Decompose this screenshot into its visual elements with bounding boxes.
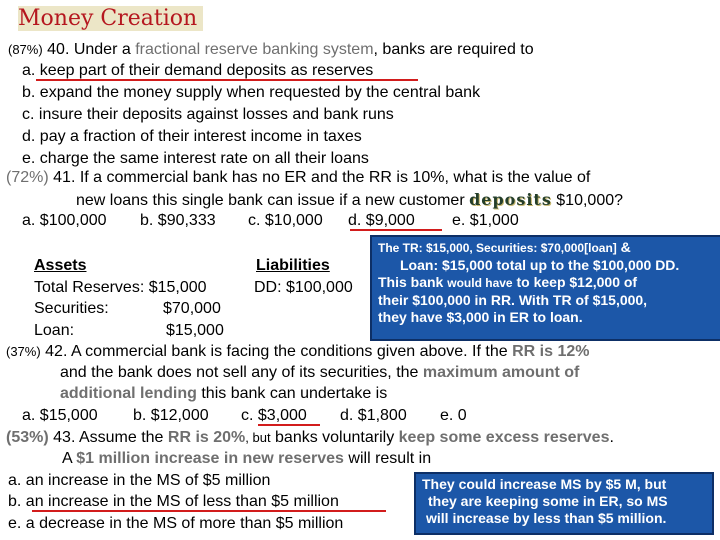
q43-option-b: b. an increase in the MS of less than $5 million	[8, 493, 339, 510]
box1-line1a: The TR: $15,000, Securities: $70,000	[378, 241, 585, 255]
q43-line1c: , but	[245, 430, 271, 445]
q41-deposits-word: deposits	[469, 190, 552, 209]
q42-line2a: and the bank does not sell any of its securities, the	[60, 364, 419, 381]
q43-line1f: .	[609, 429, 614, 446]
q41-option-b: b. $90,333	[140, 212, 216, 229]
q40-stem-b: , banks are required to	[373, 41, 534, 58]
q43-line2b: $1 million increase in new reserves	[76, 450, 344, 467]
assets-header: Assets	[34, 257, 87, 274]
question-40-stem	[8, 40, 534, 60]
q43-line1e: keep some excess reserves	[398, 429, 610, 446]
loan-value: $15,000	[166, 322, 224, 339]
q41-option-d-underline	[350, 229, 442, 231]
q41-option-a: a. $100,000	[22, 212, 107, 229]
explanation-box-q41	[370, 235, 720, 341]
box1-line1b: [loan]	[584, 241, 617, 255]
box2-line1: They could increase MS by $5 M, but	[422, 476, 667, 492]
liabilities-header: Liabilities	[256, 257, 330, 274]
box2-line2: they are keeping some in ER, so MS	[428, 493, 668, 509]
box1-line2: Loan: $15,000 total up to the $100,000 DD.	[400, 257, 680, 273]
box1-line3b: would have	[447, 276, 513, 290]
q40-stem-term: fractional reserve banking system	[135, 41, 374, 58]
box1-line5: they have $3,000 in ER to loan.	[378, 309, 583, 325]
q43-option-a: a. an increase in the MS of $5 million	[8, 472, 271, 489]
q40-option-e: e. charge the same interest rate on all their loans	[22, 150, 369, 167]
box1-line3c: to keep $12,000 of	[516, 274, 638, 290]
q41-option-e: e. $1,000	[452, 212, 519, 229]
q40-option-b: b. expand the money supply when requested by the central bank	[22, 84, 481, 101]
q40-option-a-underline	[36, 79, 418, 81]
demand-deposits: DD: $100,000	[254, 279, 353, 296]
securities-value: $70,000	[163, 300, 221, 317]
question-43-line1	[6, 428, 614, 448]
question-42-line1	[6, 342, 589, 362]
question-42-line2	[60, 363, 579, 383]
q41-line2b: $10,000?	[556, 192, 624, 209]
box1-line3a: This bank	[378, 274, 444, 290]
question-42-line3	[60, 384, 387, 404]
box2-line3: will increase by less than $5 million.	[426, 510, 667, 526]
q42-line3b: this bank can undertake is	[201, 385, 388, 402]
explanation-box-q43	[414, 472, 714, 535]
q40-percent: (87%)	[8, 42, 43, 57]
q42-option-c: c. $3,000	[241, 407, 307, 424]
q40-option-c: c. insure their deposits against losses and bank runs	[22, 106, 394, 123]
q41-line2a: new loans this single bank can issue if a new customer	[76, 192, 465, 209]
q43-percent: (53%)	[6, 429, 49, 446]
q41-option-d: d. $9,000	[348, 212, 415, 229]
q42-line1b: RR is 12%	[512, 343, 590, 360]
q41-option-c: c. $10,000	[248, 212, 323, 229]
q43-line2a: A	[62, 450, 72, 467]
q42-line3a: additional lending	[60, 385, 197, 402]
q41-line1: 41. If a commercial bank has no ER and the RR is 10%, what is the value of	[53, 169, 591, 186]
q42-percent: (37%)	[6, 344, 41, 359]
q43-line2c: will result in	[348, 450, 432, 467]
q43-option-e: e. a decrease in the MS of more than $5 million	[8, 515, 344, 532]
q43-line1b: RR is 20%	[167, 429, 246, 446]
box1-line4: their $100,000 in RR. With TR of $15,000,	[378, 292, 648, 308]
total-reserves: Total Reserves: $15,000	[34, 279, 207, 296]
q42-option-e: e. 0	[440, 407, 467, 424]
q40-stem-a: 40. Under a	[47, 41, 131, 58]
question-43-line2	[62, 449, 431, 469]
q42-option-d: d. $1,800	[340, 407, 407, 424]
question-41-line2	[76, 190, 623, 211]
q43-line1a: 43. Assume the	[53, 429, 164, 446]
q41-percent: (72%)	[6, 169, 49, 186]
q42-option-c-underline	[258, 424, 320, 426]
q42-line1a: 42. A commercial bank is facing the conditions given above. If the	[45, 343, 508, 360]
q40-option-d: d. pay a fraction of their interest income in taxes	[22, 128, 362, 145]
q43-line1d: banks voluntarily	[275, 429, 395, 446]
q42-option-a: a. $15,000	[22, 407, 98, 424]
page-title: Money Creation	[18, 6, 203, 31]
box1-line1c: &	[616, 239, 631, 255]
q42-line2b: maximum amount of	[422, 364, 580, 381]
question-41-line1	[6, 168, 590, 188]
securities-label: Securities:	[34, 300, 109, 317]
q42-option-b: b. $12,000	[133, 407, 209, 424]
q43-option-b-underline	[32, 510, 386, 512]
q40-option-a: a. keep part of their demand deposits as reserves	[22, 62, 374, 79]
loan-label: Loan:	[34, 322, 75, 339]
